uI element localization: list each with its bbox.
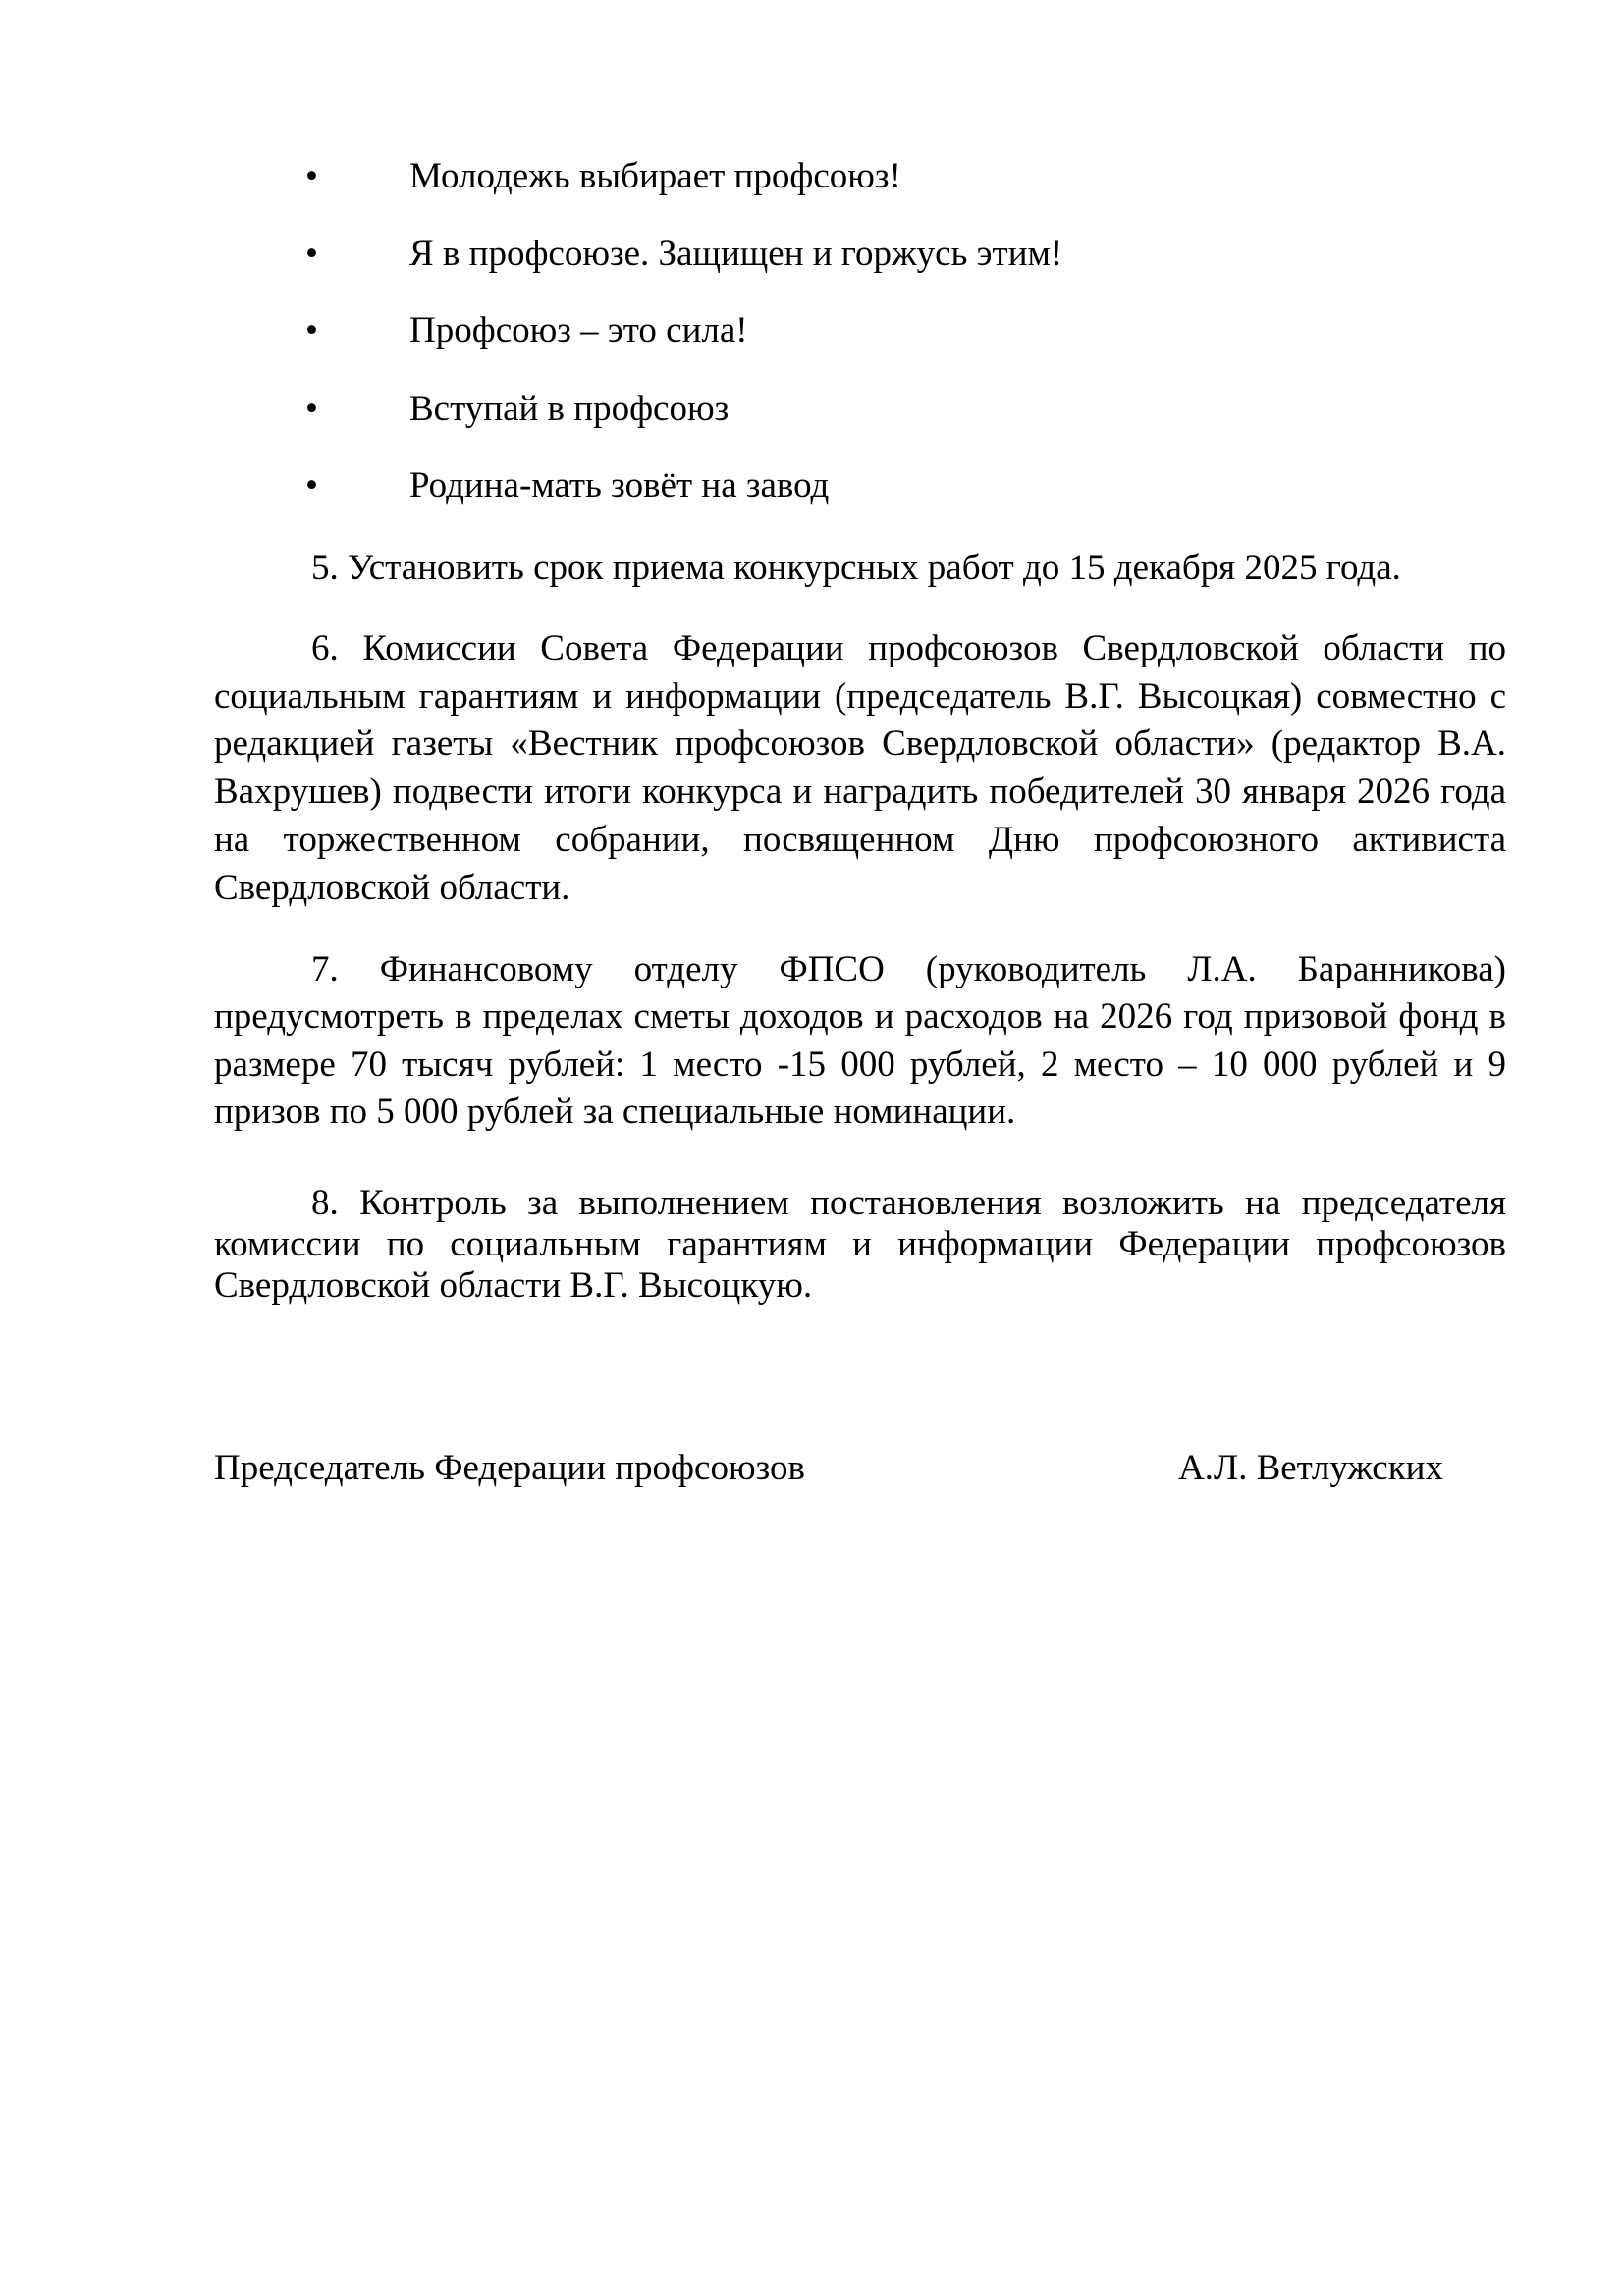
- paragraph-text: Комиссии Совета Федерации профсоюзов Свердловской области по социальным гарантиям и информации (председатель В.Г. Высоцкая) совместно с редакцией газеты «Вестник профсоюзов Свердловской области» (редактор В.А. Вахрушев) подвести итоги конкурса и наградить победителей 30 января 2026 года на торжественном собрании, посвященном Дню профсоюзного активиста Свердловской области.: [214, 628, 1507, 908]
- signature-block: [214, 1447, 1506, 1490]
- bullet-icon: •: [305, 234, 318, 274]
- slogan-text: Молодежь выбирает профсоюз!: [409, 156, 901, 196]
- paragraph-7: [214, 946, 1506, 1136]
- paragraph-number: 6.: [311, 628, 339, 668]
- bullet-icon: •: [305, 310, 318, 350]
- slogan-text: Я в профсоюзе. Защищен и горжусь этим!: [409, 234, 1063, 274]
- paragraph-8: [214, 1183, 1506, 1307]
- paragraph-text: Установить срок приема конкурсных работ до 15 декабря 2025 года.: [348, 548, 1401, 588]
- signatory-name: А.Л. Ветлужских: [1178, 1448, 1443, 1488]
- slogan-text: Профсоюз – это сила!: [409, 310, 748, 350]
- paragraph-number: 8.: [311, 1183, 339, 1223]
- paragraph-text: Контроль за выполнением постановления возложить на председателя комиссии по социальным гарантиям и информации Федерации профсоюзов Свердловской области В.Г. Высоцкую.: [214, 1183, 1506, 1306]
- signatory-title: Председатель Федерации профсоюзов: [214, 1448, 805, 1488]
- paragraph-6: [214, 625, 1506, 912]
- slogan-text: Родина-мать зовёт на завод: [409, 465, 830, 506]
- bullet-icon: •: [305, 389, 318, 429]
- paragraph-5: [214, 547, 1506, 590]
- paragraph-text: Финансовому отделу ФПСО (руководитель Л.А. Баранникова) предусмотреть в пределах сметы доходов и расходов на 2026 год призовой фонд в размере 70 тысяч рублей: 1 место -15 000 рублей, 2 место – 10 000 рублей и 9 призов по 5 000 рублей за специальные номинации.: [214, 949, 1506, 1132]
- bullet-icon: •: [305, 156, 318, 196]
- slogan-text: Вступай в профсоюз: [409, 389, 730, 429]
- paragraph-number: 5.: [311, 548, 339, 588]
- paragraph-number: 7.: [311, 949, 339, 989]
- bullet-icon: •: [305, 465, 318, 506]
